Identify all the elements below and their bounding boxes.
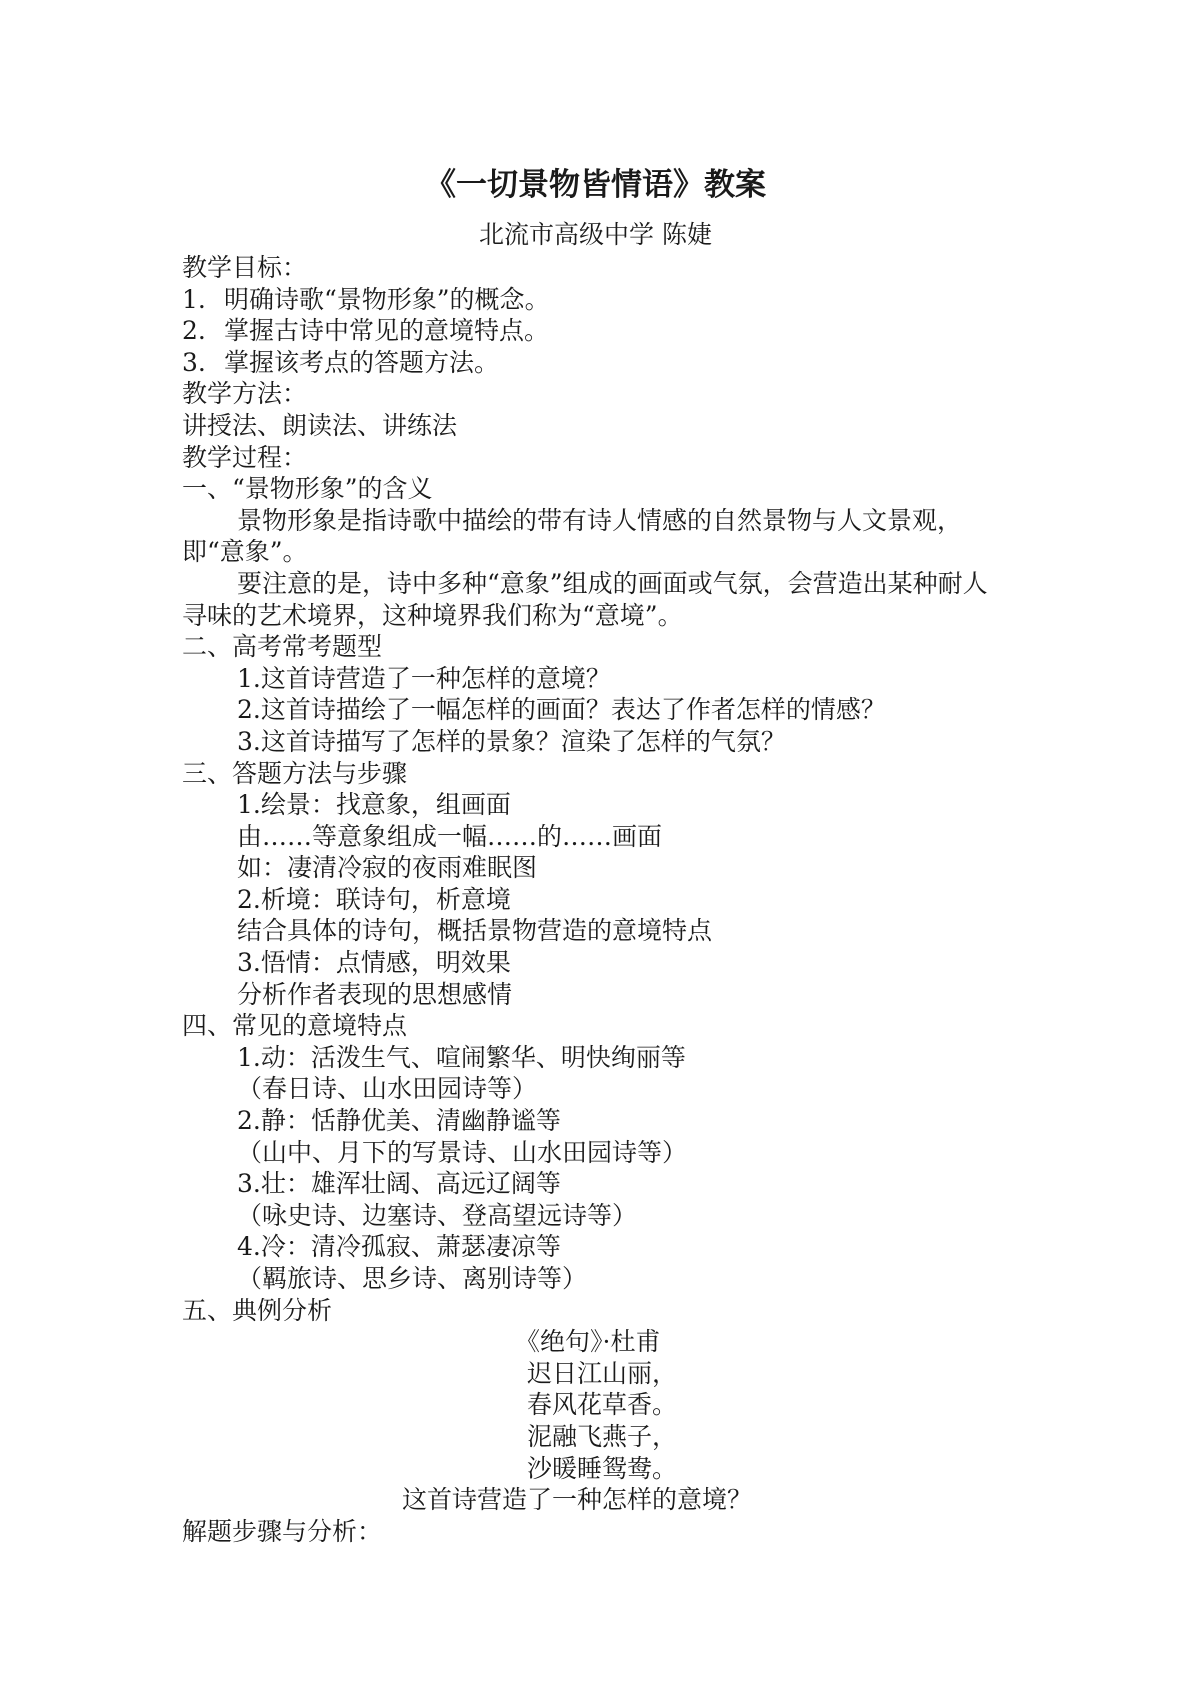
goal-text: 明确诗歌“景物形象”的概念。 (224, 284, 550, 314)
process-heading: 教学过程： (182, 442, 308, 472)
document-body (182, 252, 1012, 1547)
method-step-line: 如：凄清冷寂的夜雨难眠图 (237, 853, 538, 883)
method-step-line: 分析作者表现的思想感情 (237, 979, 513, 1009)
analysis-heading: 解题步骤与分析： (182, 1516, 383, 1546)
section1-paragraph: 景物形象是指诗歌中描绘的带有诗人情感的自然景物与人文景观，即“意象”。 (182, 505, 963, 567)
goal-text: 掌握该考点的答题方法。 (224, 347, 500, 377)
section1-paragraph: 要注意的是，诗中多种“意象”组成的画面或气氛，会营造出某种耐人寻味的艺术境界，这种境界我们称为“意境”。 (182, 568, 988, 630)
goal-text: 掌握古诗中常见的意境特点。 (224, 316, 550, 346)
section3-heading: 三、答题方法与步骤 (182, 758, 408, 788)
author-line: 北流市高级中学 陈婕 (479, 220, 712, 249)
goal-item (182, 315, 1012, 347)
document-title: 《一切景物皆情语》教案 (425, 167, 766, 203)
method-step-line: 2.析境：联诗句，析意境 (237, 884, 511, 914)
mood-type-line: （春日诗、山水田园诗等） (237, 1074, 538, 1104)
goals-heading: 教学目标： (182, 253, 308, 282)
methods-heading: 教学方法： (182, 379, 308, 409)
mood-type-line: 4.冷：清冷孤寂、萧瑟凄凉等 (237, 1232, 561, 1262)
goal-number: 1. (182, 284, 206, 314)
section4-heading: 四、常见的意境特点 (182, 1011, 408, 1041)
method-step-line: 结合具体的诗句，概括景物营造的意境特点 (237, 916, 713, 946)
poem-title: 《绝句》·杜甫 (515, 1327, 661, 1357)
poem-line: 泥融飞燕子， (527, 1421, 678, 1451)
example-question: 这首诗营造了一种怎样的意境？ (402, 1485, 753, 1515)
goal-number: 3. (182, 347, 206, 377)
methods-text: 讲授法、朗读法、讲练法 (182, 410, 458, 440)
question-type-item: 2.这首诗描绘了一幅怎样的画面？表达了作者怎样的情感？ (237, 695, 886, 725)
poem-line: 迟日江山丽， (527, 1358, 678, 1388)
section1-heading: 一、“景物形象”的含义 (182, 474, 433, 504)
question-type-item: 1.这首诗营造了一种怎样的意境？ (237, 663, 611, 693)
question-type-item: 3.这首诗描写了怎样的景象？渲染了怎样的气氛？ (237, 726, 786, 756)
mood-type-line: 3.壮：雄浑壮阔、高远辽阔等 (237, 1169, 561, 1199)
method-step-line: 由……等意象组成一幅……的……画面 (237, 821, 663, 851)
section2-heading: 二、高考常考题型 (182, 632, 383, 662)
mood-type-line: 2.静：恬静优美、清幽静谧等 (237, 1106, 561, 1136)
goal-item (182, 347, 1012, 379)
mood-type-line: 1.动：活泼生气、喧闹繁华、明快绚丽等 (237, 1042, 686, 1072)
goal-item (182, 284, 1012, 316)
goal-number: 2. (182, 316, 206, 346)
mood-type-line: （山中、月下的写景诗、山水田园诗等） (237, 1137, 688, 1167)
poem-line: 春风花草香。 (527, 1390, 678, 1420)
mood-type-line: （咏史诗、边塞诗、登高望远诗等） (237, 1200, 638, 1230)
poem-line: 沙暖睡鸳鸯。 (527, 1453, 678, 1483)
method-step-line: 3.悟情：点情感，明效果 (237, 948, 511, 978)
method-step-line: 1.绘景：找意象，组画面 (237, 790, 511, 820)
mood-type-line: （羁旅诗、思乡诗、离别诗等） (237, 1264, 588, 1293)
section5-heading: 五、典例分析 (182, 1295, 333, 1325)
